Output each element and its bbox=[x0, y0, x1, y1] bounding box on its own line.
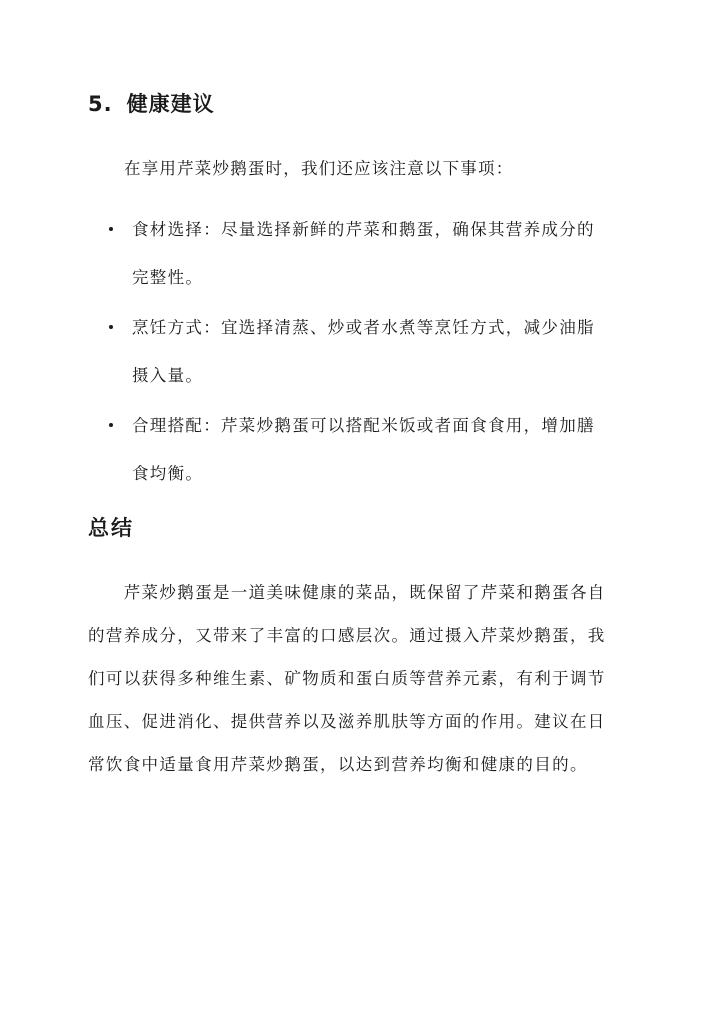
summary-line: 常饮食中适量食用芹菜炒鹅蛋，以达到营养均衡和健康的目的。 bbox=[88, 755, 588, 774]
list-item-cooking-method bbox=[88, 304, 648, 400]
summary-line: 的营养成分，又带来了丰富的口感层次。通过摄入芹菜炒鹅蛋，我 bbox=[88, 626, 606, 645]
summary-line: 芹菜炒鹅蛋是一道美味健康的菜品，既保留了芹菜和鹅蛋各自 bbox=[88, 583, 606, 602]
list-item-line: 烹饪方式：宜选择清蒸、炒或者水煮等烹饪方式，减少油脂 bbox=[132, 318, 595, 337]
list-item-ingredient-selection bbox=[88, 206, 648, 302]
summary-line: 血压、促进消化、提供营养以及滋养肌肤等方面的作用。建议在日 bbox=[88, 712, 606, 731]
summary-paragraph bbox=[88, 571, 648, 786]
bullet-icon bbox=[109, 325, 113, 329]
intro-paragraph: 在享用芹菜炒鹅蛋时，我们还应该注意以下事项： bbox=[124, 159, 514, 178]
list-item-line: 完整性。 bbox=[132, 268, 204, 287]
section-number: 5. bbox=[88, 92, 113, 116]
list-item-line: 合理搭配：芹菜炒鹅蛋可以搭配米饭或者面食食用，增加膳 bbox=[132, 416, 595, 435]
list-item-line: 摄入量。 bbox=[132, 366, 204, 385]
advice-list bbox=[88, 206, 648, 500]
bullet-icon bbox=[109, 423, 113, 427]
summary-heading: 总结 bbox=[88, 516, 134, 540]
bullet-icon bbox=[109, 227, 113, 231]
list-item-reasonable-pairing bbox=[88, 402, 648, 498]
section-title: 健康建议 bbox=[126, 92, 215, 116]
list-item-line: 食均衡。 bbox=[132, 464, 204, 483]
summary-line: 们可以获得多种维生素、矿物质和蛋白质等营养元素，有利于调节 bbox=[88, 669, 606, 688]
section-heading-health-advice bbox=[88, 88, 215, 118]
list-item-line: 食材选择：尽量选择新鲜的芹菜和鹅蛋，确保其营养成分的 bbox=[132, 220, 595, 239]
